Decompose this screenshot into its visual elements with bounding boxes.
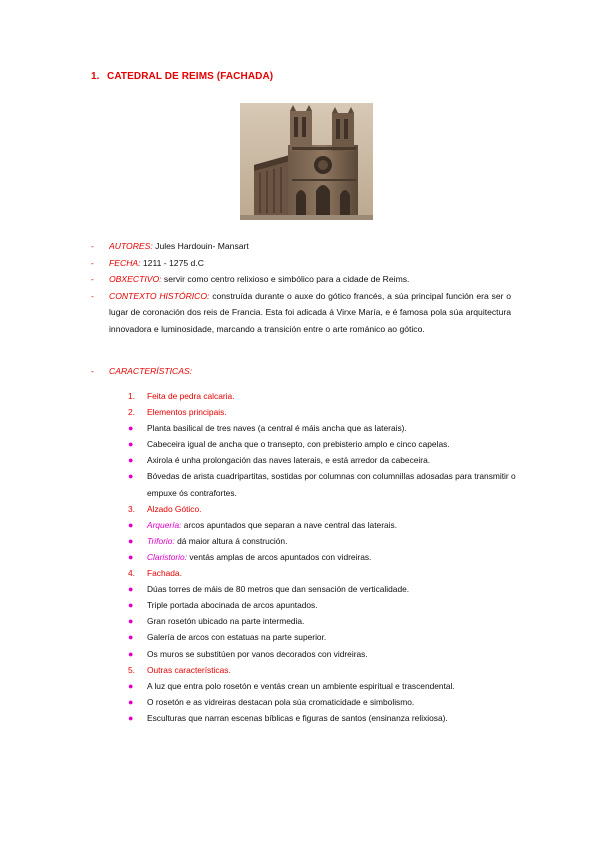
- item-label: Claristorio:: [147, 551, 188, 562]
- item-label: Triforio:: [147, 535, 175, 546]
- bullet-item: [128, 678, 528, 694]
- info-label: CONTEXTO HISTÓRICO:: [109, 290, 210, 301]
- numbered-item: [128, 404, 528, 420]
- info-text: Jules Hardouin- Mansart: [152, 241, 249, 251]
- numbered-item: [128, 565, 528, 581]
- bullet-item: [128, 613, 528, 629]
- bullet-dot-icon: ●: [128, 680, 134, 691]
- bullet-item: [128, 420, 528, 436]
- info-text: 1211 - 1275 d.C: [140, 257, 204, 268]
- item-text: ventás amplas de arcos apuntados con vidreiras.: [187, 551, 372, 562]
- bullet-item: [128, 710, 528, 726]
- bullet-dot-icon: ●: [128, 471, 134, 482]
- numbered-item: [128, 388, 528, 404]
- item-text: O rosetón e as vidreiras destacan pola súa cromaticidade e simbolismo.: [147, 696, 415, 707]
- dash-marker: -: [91, 241, 94, 251]
- item-text: Elementos principais.: [147, 407, 227, 418]
- cathedral-illustration: [240, 103, 373, 220]
- item-text: Galería de arcos con estatuas na parte superior.: [147, 632, 327, 643]
- bullet-item: [128, 436, 528, 452]
- bullet-dot-icon: ●: [128, 616, 134, 627]
- cathedral-photo: [240, 103, 373, 220]
- bullet-item: [128, 517, 528, 533]
- page-title: [91, 71, 273, 82]
- info-item-obxectivo: [91, 271, 511, 288]
- title-text: CATEDRAL DE REIMS (FACHADA): [107, 71, 274, 82]
- bullet-dot-icon: ●: [128, 600, 134, 611]
- item-text: Triple portada abocinada de arcos apuntados.: [147, 600, 318, 611]
- bullet-item: [128, 549, 528, 565]
- characteristics-list: [128, 388, 528, 726]
- item-number: 4.: [128, 568, 135, 579]
- bullet-item: [128, 694, 528, 710]
- item-text: arcos apuntados que separan a nave central das laterais.: [181, 519, 398, 530]
- numbered-item: [128, 662, 528, 678]
- item-text: Outras características.: [147, 664, 231, 675]
- bullet-item: [128, 646, 528, 662]
- info-label: OBXECTIVO:: [109, 274, 162, 284]
- item-text: Feita de pedra calcaria.: [147, 391, 235, 401]
- numbered-item: [128, 501, 528, 517]
- info-label: AUTORES:: [109, 241, 153, 251]
- characteristics-heading: [91, 363, 192, 379]
- item-text: Fachada.: [147, 568, 182, 579]
- item-number: 1.: [128, 391, 135, 401]
- info-item-fecha: [91, 255, 511, 272]
- item-text: Cabeceira igual de ancha que o transepto, con prebisterio amplo e cinco capelas.: [147, 439, 450, 450]
- bullet-item: [128, 533, 528, 549]
- info-text: construída durante o auxe do gótico francés, a súa principal función era ser o lugar de coronación dos reis de Francia. Esta foi adicada á Virxe María, e é famosa pola súa arquitectura innovadora e luminosidade, marcando a transición entre o arte románico ao gótico.: [109, 290, 512, 334]
- bullet-item: [128, 581, 528, 597]
- bullet-dot-icon: ●: [128, 519, 134, 530]
- item-number: 3.: [128, 503, 135, 514]
- bullet-dot-icon: ●: [128, 439, 134, 450]
- bullet-dot-icon: ●: [128, 551, 134, 562]
- item-number: 2.: [128, 407, 135, 418]
- item-label: Arquería:: [147, 519, 182, 530]
- info-label: FECHA:: [109, 257, 141, 268]
- item-text: A luz que entra polo rosetón e ventás crean un ambiente espiritual e trascendental.: [147, 680, 455, 691]
- bullet-dot-icon: ●: [128, 455, 134, 466]
- bullet-dot-icon: ●: [128, 648, 134, 659]
- title-number: 1.: [91, 71, 100, 82]
- dash-marker: -: [91, 257, 94, 268]
- item-text: Gran rosetón ubicado na parte intermedia.: [147, 616, 305, 627]
- dash-marker: -: [91, 274, 94, 284]
- dash-marker: -: [91, 290, 94, 301]
- info-item-autores: [91, 238, 511, 255]
- bullet-dot-icon: ●: [128, 423, 134, 434]
- item-text: Axirola é unha prolongación das naves laterais, e está arredor da cabeceira.: [147, 455, 431, 466]
- item-text: dá maior altura á construción.: [174, 535, 288, 546]
- characteristics-label: CARACTERÍSTICAS:: [109, 366, 193, 376]
- bullet-dot-icon: ●: [128, 584, 134, 595]
- bullet-item: [128, 597, 528, 613]
- bullet-item: [128, 452, 528, 468]
- dash-marker: -: [91, 366, 94, 376]
- info-text: servir como centro relixioso e simbólico para a cidade de Reims.: [161, 274, 410, 284]
- item-text: Dúas torres de máis de 80 metros que dan sensación de verticalidade.: [147, 584, 410, 595]
- bullet-item: [128, 629, 528, 645]
- bullet-dot-icon: ●: [128, 712, 134, 723]
- bullet-dot-icon: ●: [128, 696, 134, 707]
- info-item-contexto: [91, 288, 511, 338]
- item-text: Planta basilical de tres naves (a central é máis ancha que as laterais).: [147, 423, 407, 434]
- item-number: 5.: [128, 664, 135, 675]
- bullet-dot-icon: ●: [128, 632, 134, 643]
- item-text: Alzado Gótico.: [147, 503, 202, 514]
- item-text: Os muros se substitúen por vanos decorados con vidreiras.: [147, 648, 368, 659]
- bullet-dot-icon: ●: [128, 535, 134, 546]
- info-list: [91, 238, 511, 337]
- item-text: Esculturas que narran escenas bíblicas e figuras de santos (ensinanza relixiosa).: [147, 712, 448, 723]
- bullet-item: [128, 468, 528, 500]
- item-text: Bóvedas de arista cuadripartitas, sostidas por columnas con columnillas adosadas para transmitir o empuxe ós contrafortes.: [147, 471, 516, 498]
